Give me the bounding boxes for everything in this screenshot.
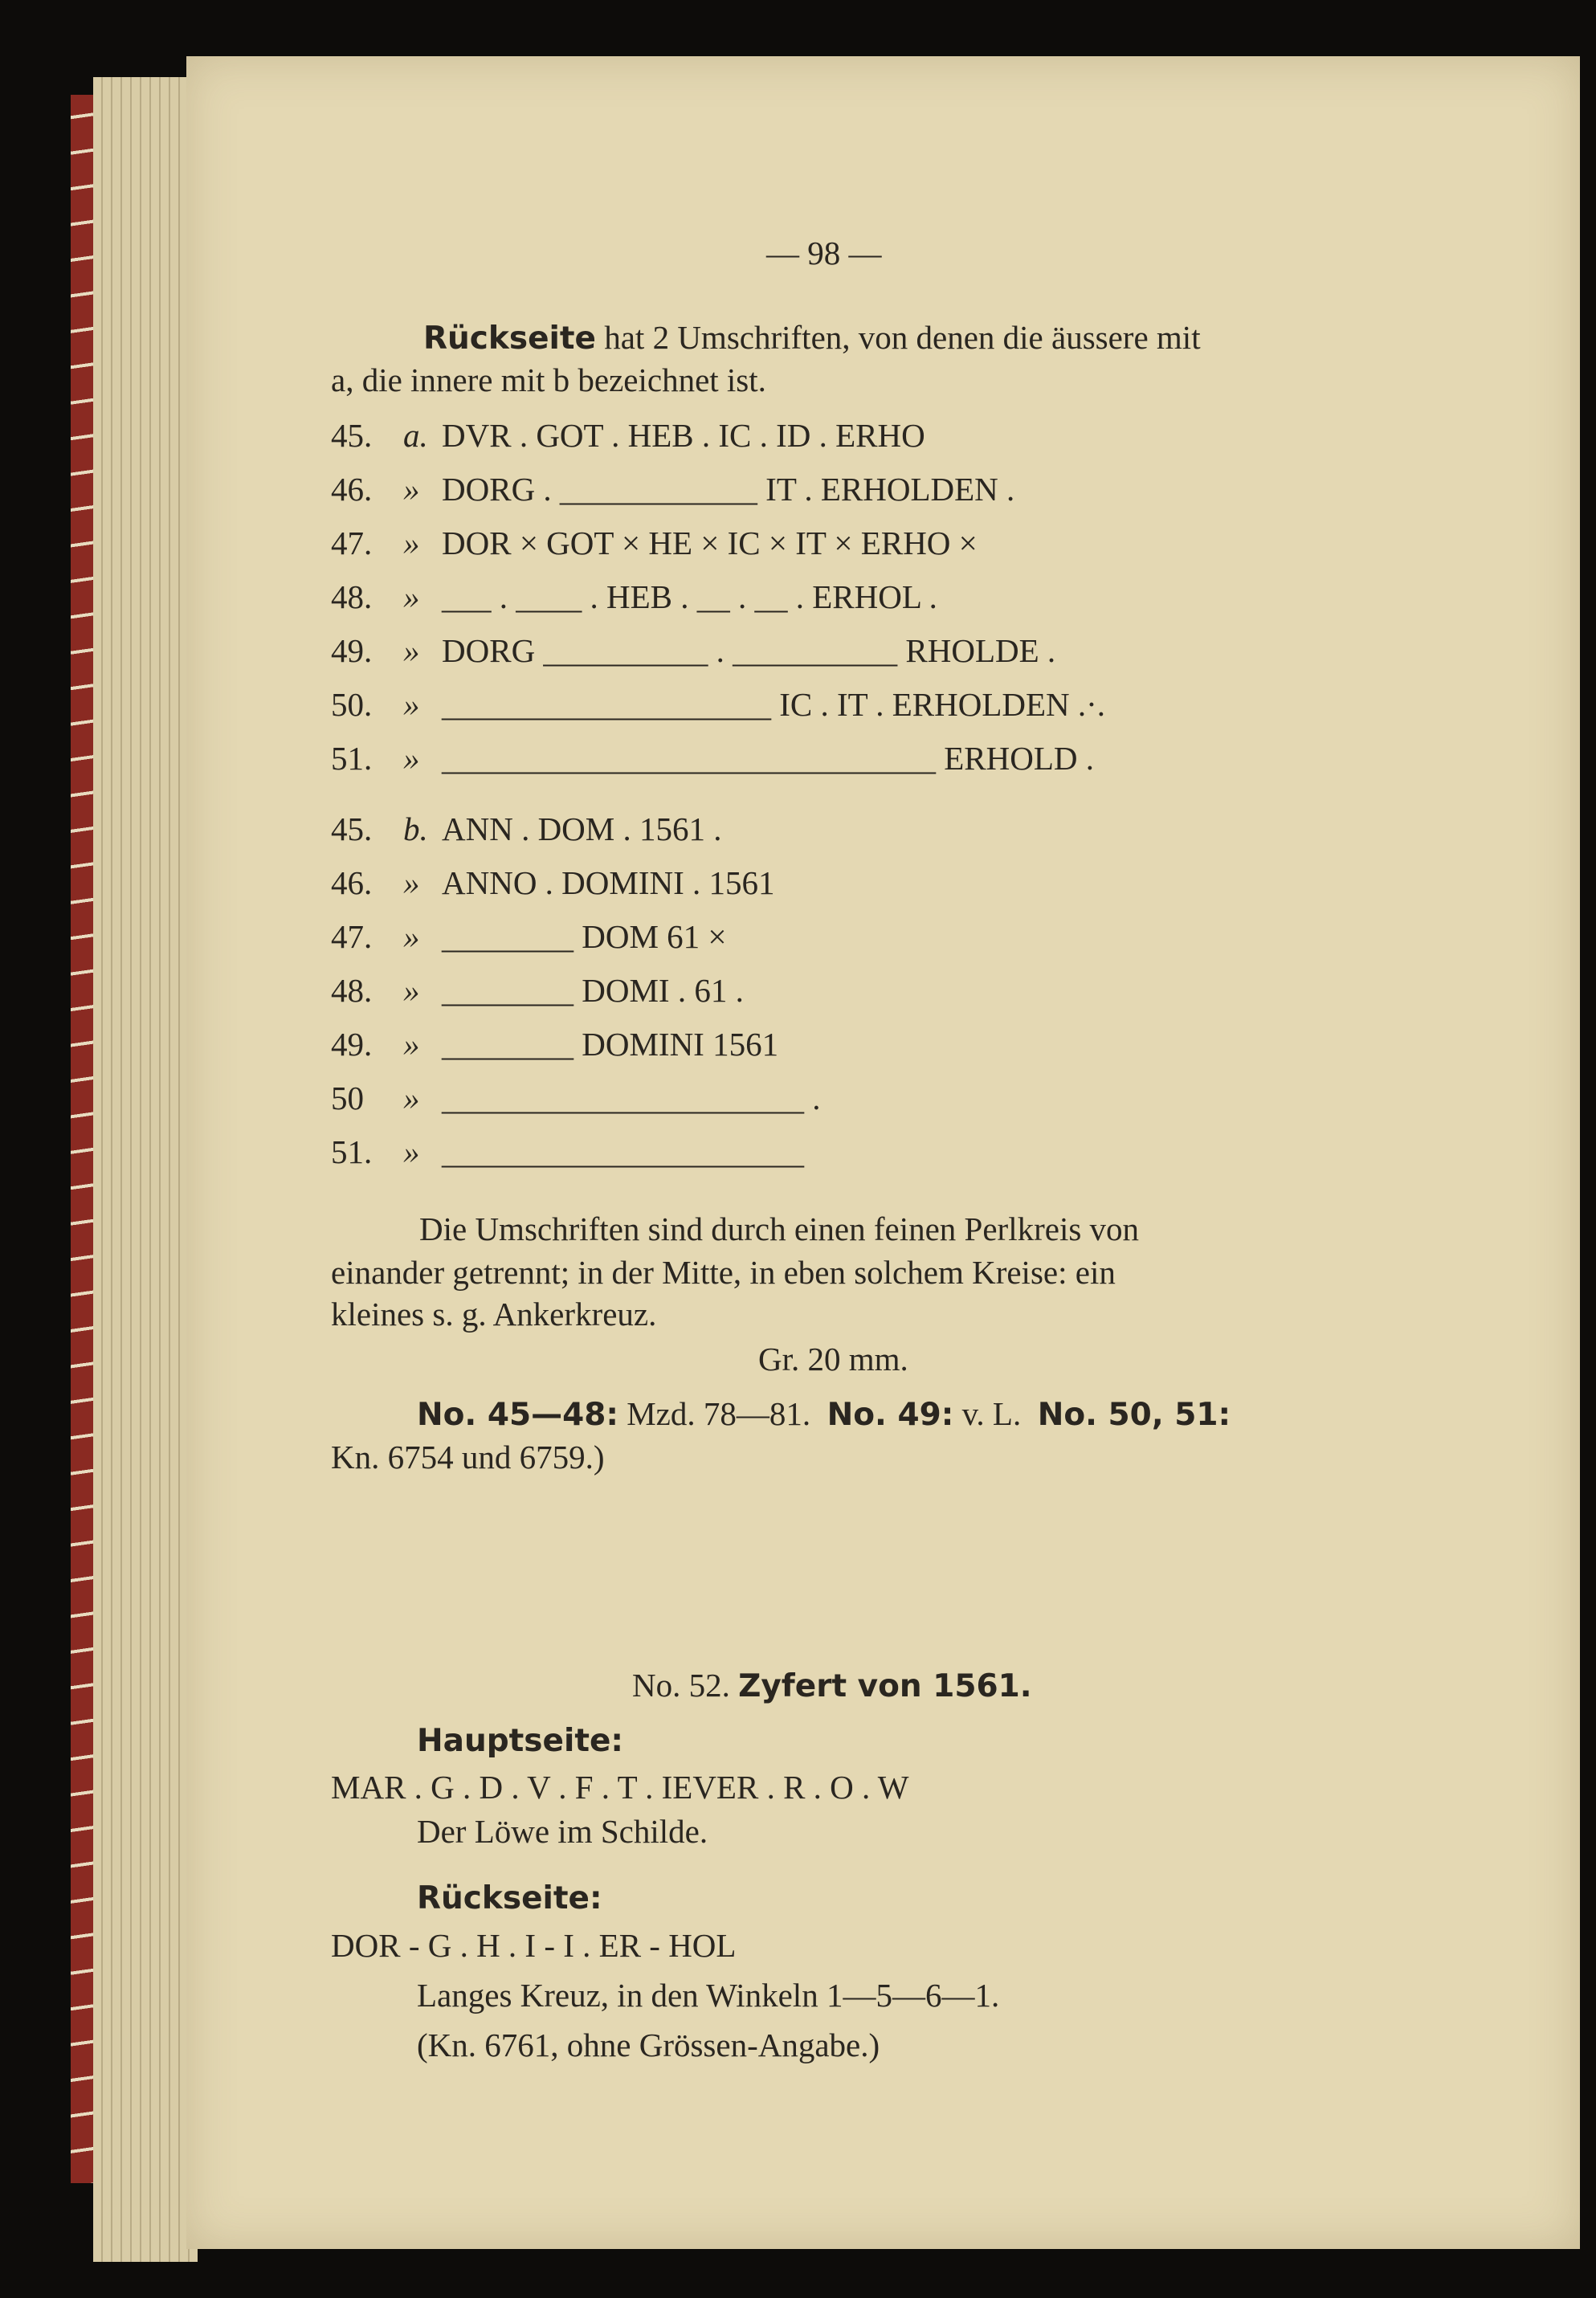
inscription-b-row-number: 47. [331, 918, 373, 955]
entry-52-number: No. 52. [632, 1667, 730, 1704]
inscription-b-row [331, 1028, 778, 1061]
inscription-a-row-number: 51. [331, 740, 373, 777]
inscription-a-row-mark: » [403, 578, 420, 615]
inscription-a-row-text: DOR × GOT × HE × IC × IT × ERHO × [442, 524, 978, 561]
references-line-1 [417, 1395, 1231, 1433]
inscription-b-row-mark: » [403, 972, 420, 1009]
inscription-b-row-text: ANNO . DOMINI . 1561 [442, 864, 775, 901]
inscription-b-row-number: 48. [331, 972, 373, 1009]
ref-vl: v. L. [961, 1395, 1022, 1432]
inscription-a-row [331, 578, 937, 615]
inscription-a-row [331, 742, 1094, 775]
book-page [186, 56, 1580, 2249]
inscription-a-row-text: DORG __________ . __________ RHOLDE . [442, 632, 1056, 669]
inscription-a-row-mark: » [403, 471, 420, 508]
ref-no-45-48: No. 45—48: [417, 1397, 618, 1433]
inscription-a-row-number: 47. [331, 524, 373, 561]
inscription-a-row [331, 688, 1105, 721]
rueckseite-52-reference: (Kn. 6761, ohne Grössen-Angabe.) [417, 2027, 880, 2063]
hauptseite-description: Der Löwe im Schilde. [417, 1813, 708, 1850]
book-binding [71, 95, 95, 2183]
inscription-b-row-mark: » [403, 1026, 420, 1063]
inscription-a-row-text: ___ . ____ . HEB . __ . __ . ERHOL . [442, 578, 937, 615]
inscription-b-row [331, 810, 722, 847]
inscription-a-row-mark: a. [403, 417, 428, 454]
inscription-b-row-text: ______________________ . [442, 1080, 821, 1116]
inscription-a-row-number: 45. [331, 417, 373, 454]
inscription-b-row-mark: » [403, 918, 420, 955]
inscription-a-row [331, 632, 1056, 669]
page-number: — 98 — [766, 235, 882, 271]
intro-line-1 [423, 319, 1201, 357]
intro-line-1-text: hat 2 Umschriften, von denen die äussere mit [604, 319, 1201, 356]
inscription-a-row-mark: » [403, 686, 420, 723]
hauptseite-label: Hauptseite: [417, 1723, 624, 1759]
inscription-b-row [331, 920, 727, 953]
ref-no-49: No. 49: [827, 1397, 954, 1433]
page-edges [93, 77, 198, 2262]
paragraph-line-1: Die Umschriften sind durch einen feinen Perlkreis von [419, 1210, 1140, 1247]
inscription-b-row-text: ANN . DOM . 1561 . [442, 810, 722, 847]
rueckseite-52-description: Langes Kreuz, in den Winkeln 1—5—6—1. [417, 1977, 1000, 2014]
inscription-b-row-text: ______________________ [442, 1133, 804, 1170]
inscription-a-row-number: 46. [331, 471, 373, 508]
inscription-a-row [331, 473, 1014, 506]
rueckseite-52-inscription: DOR - G . H . I - I . ER - HOL [331, 1927, 737, 1964]
intro-line-2: a, die innere mit b bezeichnet ist. [331, 361, 766, 398]
inscription-a-row-text: ______________________________ ERHOLD . [442, 740, 1095, 777]
rueckseite-label: Rückseite [423, 320, 596, 357]
inscription-b-row [331, 864, 775, 901]
paragraph-line-2: einander getrennt; in der Mitte, in eben solchem Kreise: ein [331, 1254, 1116, 1291]
references-line-2: Kn. 6754 und 6759.) [331, 1439, 605, 1476]
inscription-b-row-number: 50 [331, 1080, 364, 1116]
ref-mzd: Mzd. 78—81. [627, 1395, 811, 1432]
inscription-b-row-mark: » [403, 864, 420, 901]
inscription-b-row-text: ________ DOMI . 61 . [442, 972, 744, 1009]
entry-52-title: Zyfert von 1561. [738, 1668, 1032, 1704]
inscription-b-row [331, 974, 744, 1007]
inscription-b-row [331, 1082, 821, 1115]
inscription-a-row [331, 524, 978, 561]
inscription-a-row-text: DVR . GOT . HEB . IC . ID . ERHO [442, 417, 925, 454]
inscription-a-row-number: 50. [331, 686, 373, 723]
inscription-a-row-mark: » [403, 740, 420, 777]
inscription-b-row-text: ________ DOM 61 × [442, 918, 727, 955]
inscription-b-row-text: ________ DOMINI 1561 [442, 1026, 779, 1063]
inscription-a-row-number: 49. [331, 632, 373, 669]
size-note: Gr. 20 mm. [758, 1341, 908, 1378]
entry-52-heading [632, 1669, 1032, 1702]
inscription-a-row [331, 419, 925, 452]
inscription-b-row-number: 49. [331, 1026, 373, 1063]
inscription-a-row-text: ____________________ IC . IT . ERHOLDEN .·. [442, 686, 1106, 723]
inscription-b-row-number: 51. [331, 1133, 373, 1170]
ref-no-50-51: No. 50, 51: [1037, 1397, 1231, 1433]
inscription-b-row-number: 46. [331, 864, 373, 901]
inscription-b-row-mark: b. [403, 810, 428, 847]
inscription-a-row-text: DORG . ____________ IT . ERHOLDEN . [442, 471, 1015, 508]
inscription-b-row [331, 1133, 804, 1170]
inscription-a-row-number: 48. [331, 578, 373, 615]
inscription-b-row-mark: » [403, 1080, 420, 1116]
inscription-b-row-mark: » [403, 1133, 420, 1170]
inscription-a-row-mark: » [403, 524, 420, 561]
paragraph-line-3: kleines s. g. Ankerkreuz. [331, 1296, 657, 1333]
hauptseite-inscription: MAR . G . D . V . F . T . IEVER . R . O . W [331, 1769, 909, 1806]
inscription-b-row-number: 45. [331, 810, 373, 847]
inscription-a-row-mark: » [403, 632, 420, 669]
rueckseite-52-label: Rückseite: [417, 1880, 602, 1916]
